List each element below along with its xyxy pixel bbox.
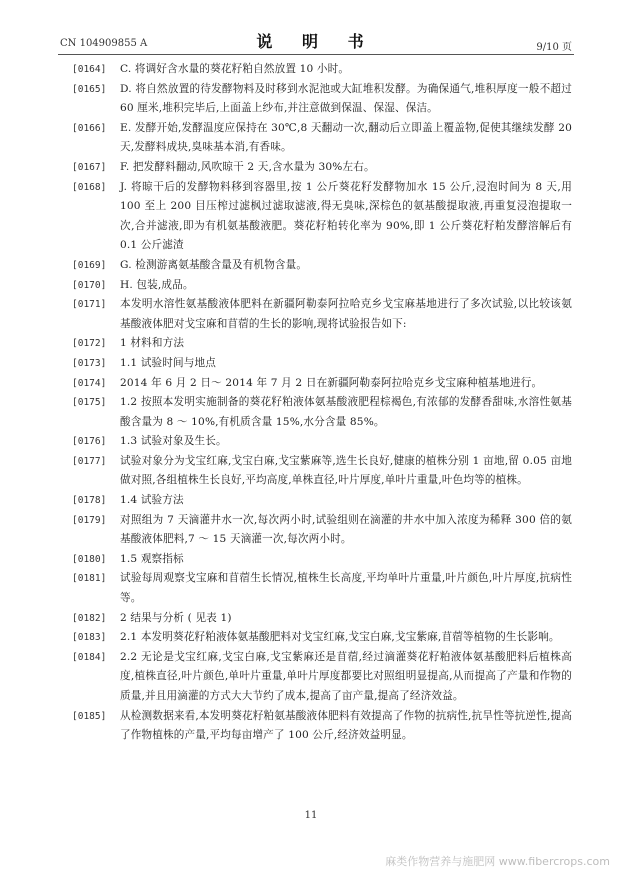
- paragraph: [72, 60, 572, 80]
- paragraph-text: 1.2 按照本发明实施制备的葵花籽粕液体氨基酸液肥程棕褐色,有浓郁的发酵香甜味,水溶性氨基酸含量为 8 ～ 10%,有机质含量 15%,水分含量 85%。: [120, 396, 572, 428]
- paragraph-text: 2.1 本发明葵花籽粕液体氨基酸肥料对戈宝红麻,戈宝白麻,戈宝紫麻,苜蓿等植物的生长影响。: [120, 631, 560, 644]
- paragraph: [72, 491, 572, 511]
- paragraph: [72, 374, 572, 394]
- paragraph-number: [0180]: [72, 553, 107, 565]
- paragraph: [72, 256, 572, 276]
- paragraph-number: [0167]: [72, 161, 107, 173]
- patent-number: CN 104909855 A: [60, 38, 148, 49]
- paragraph-text: 1.3 试验对象及生长。: [120, 435, 227, 448]
- paragraph-text: F. 把发酵料翻动,风吹晾干 2 天,含水量为 30%左右。: [120, 160, 375, 173]
- paragraph-number: [0171]: [72, 299, 107, 311]
- paragraph: [72, 276, 572, 296]
- paragraph-number: [0183]: [72, 632, 107, 644]
- paragraph: [72, 178, 572, 256]
- paragraph-text: 试验每周观察戈宝麻和苜蓿生长情况,植株生长高度,平均单叶片重量,叶片颜色,叶片厚度,抗病性等。: [120, 572, 572, 605]
- paragraph-text: 2014 年 6 月 2 日～ 2014 年 7 月 2 日在新疆阿勒泰阿拉哈克乡戈宝麻种植基地进行。: [120, 376, 543, 389]
- paragraph-number: [0170]: [72, 279, 107, 291]
- paragraph-text: 2.2 无论是戈宝红麻,戈宝白麻,戈宝紫麻还是苜蓿,经过滴灌葵花籽粕液体氨基酸肥料后植株高度,植株直径,叶片颜色,单叶片重量,单叶片厚度都要比对照组明显提高,从而提高了产量和作物的质量,并且用滴灌的方式大大节约了成本,提高了亩产量,提高了经济效益。: [120, 650, 572, 702]
- paragraph-number: [0173]: [72, 357, 107, 369]
- paragraph: [72, 158, 572, 178]
- paragraph-number: [0178]: [72, 495, 107, 507]
- paragraph: [72, 550, 572, 570]
- paragraph-text: 试验对象分为戈宝红麻,戈宝白麻,戈宝紫麻等,选生长良好,健康的植株分别 1 亩地,留 0.05 亩地做对照,各组植株生长良好,平均高度,单株直径,叶片厚度,单叶片重量,叶色均等的植株。: [120, 454, 572, 487]
- paragraph-text: 1.1 试验时间与地点: [120, 356, 217, 369]
- page-header: [58, 28, 574, 55]
- paragraph-number: [0172]: [72, 338, 107, 350]
- paragraph-text: 1 材料和方法: [120, 337, 185, 350]
- paragraph: [72, 354, 572, 374]
- page-indicator: 9/10 页: [536, 42, 572, 53]
- paragraph-number: [0165]: [72, 83, 107, 95]
- paragraph: [72, 80, 572, 119]
- paragraph-number: [0166]: [72, 122, 107, 134]
- paragraph-number: [0169]: [72, 259, 107, 271]
- paragraph-text: 1.4 试验方法: [120, 494, 184, 507]
- paragraph: [72, 432, 572, 452]
- paragraph-text: 1.5 观察指标: [120, 552, 184, 565]
- paragraph-text: 对照组为 7 天滴灌井水一次,每次两小时,试验组则在滴灌的井水中加入浓度为稀释 300 倍的氨基酸液体肥料,7 ～ 15 天滴灌一次,每次两小时。: [120, 513, 572, 546]
- paragraph: [72, 452, 572, 491]
- paragraph-text: H. 包装,成品。: [120, 278, 194, 291]
- paragraph-text: D. 将自然放置的待发酵物料及时移到水泥池或大缸堆积发酵。为确保通气,堆积厚度一般不超过 60 厘米,堆积完毕后,上面盖上纱布,并注意做到保温、保湿、保洁。: [120, 82, 572, 115]
- page-number: 11: [304, 810, 318, 821]
- site-watermark: 麻类作物营养与施肥网 www.fibercrops.com: [385, 855, 610, 868]
- paragraph: [72, 648, 572, 707]
- paragraph-text: 本发明水溶性氨基酸液体肥料在新疆阿勒泰阿拉哈克乡戈宝麻基地进行了多次试验,以比较该氨基酸液体肥对戈宝麻和苜蓿的生长的影响,现将试验报告如下:: [120, 298, 572, 330]
- document-title: 说 明 书: [256, 32, 376, 51]
- paragraph-number: [0179]: [72, 514, 107, 526]
- paragraph: [72, 119, 572, 158]
- paragraph-number: [0181]: [72, 573, 107, 585]
- paragraph: [72, 628, 572, 648]
- paragraph-number: [0185]: [72, 710, 107, 722]
- paragraph-number: [0175]: [72, 397, 107, 409]
- paragraph-text: 2 结果与分析 ( 见表 1): [120, 611, 232, 624]
- paragraph: [72, 334, 572, 354]
- paragraph-number: [0164]: [72, 64, 107, 75]
- paragraph-number: [0168]: [72, 181, 107, 193]
- paragraph: [72, 569, 572, 608]
- paragraph-number: [0182]: [72, 612, 107, 624]
- paragraph-text: J. 将晾干后的发酵物料移到容器里,按 1 公斤葵花籽发酵物加水 15 公斤,浸泡时间为 8 天,用 100 至上 200 目压榨过滤枫过滤取滤液,得无臭味,深棕色的氨基酸提取液,再重复浸泡提取一次,合并滤液,即为有机氨基酸液肥。葵花籽粕转化率为 90%,即 1 公斤葵花籽粕发酵溶解后有 0.1 公斤滤渣: [120, 180, 572, 252]
- paragraph: [72, 511, 572, 550]
- paragraph: [72, 609, 572, 629]
- paragraph: [72, 707, 572, 746]
- description-body: [72, 60, 572, 746]
- paragraph: [72, 295, 572, 334]
- paragraph-number: [0184]: [72, 651, 107, 663]
- paragraph: [72, 393, 572, 432]
- paragraph-text: 从检测数据来看,本发明葵花籽粕氨基酸液体肥料有效提高了作物的抗病性,抗旱性等抗逆性,提高了作物植株的产量,平均每亩增产了 100 公斤,经济效益明显。: [120, 709, 572, 742]
- paragraph-number: [0174]: [72, 377, 107, 389]
- paragraph-number: [0176]: [72, 436, 107, 448]
- paragraph-text: G. 检测游离氨基酸含量及有机物含量。: [120, 258, 308, 271]
- paragraph-number: [0177]: [72, 455, 107, 467]
- paragraph-text: E. 发酵开始,发酵温度应保持在 30℃,8 天翻动一次,翻动后立即盖上覆盖物,促使其继续发酵 20 天,发酵料成块,臭味基本消,有香味。: [120, 121, 572, 154]
- paragraph-text: C. 将调好含水量的葵花籽粕自然放置 10 小时。: [120, 63, 350, 75]
